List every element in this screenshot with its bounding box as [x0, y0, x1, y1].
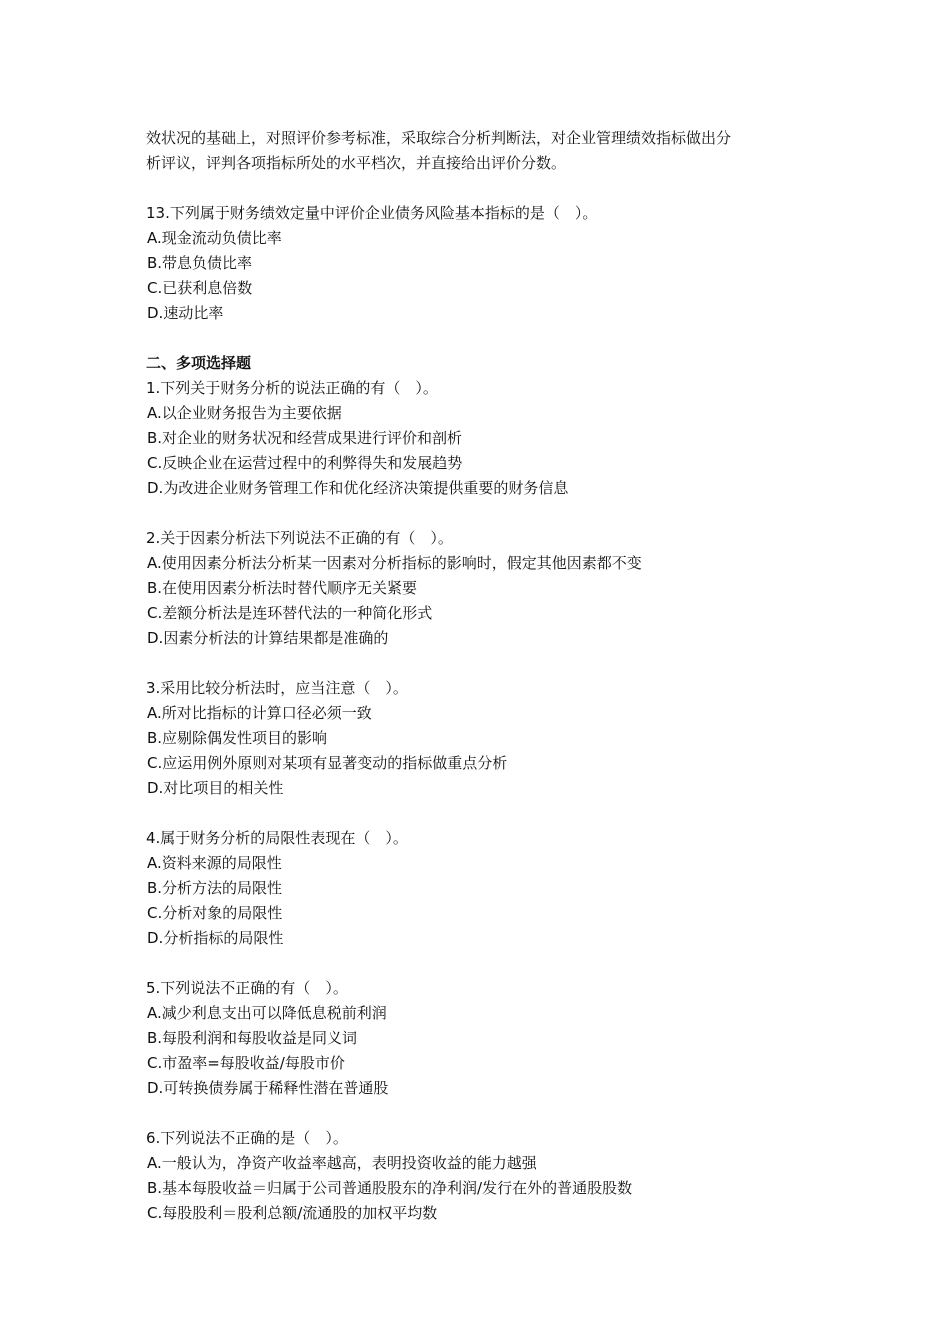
multi-question-5-option-a: A.减少利息支出可以降低息税前利润	[147, 1004, 387, 1022]
multi-question-5-option-b: B.每股利润和每股收益是同义词	[147, 1029, 358, 1047]
multi-question-2-option-c: C.差额分析法是连环替代法的一种简化形式	[147, 604, 433, 622]
multi-question-6-option-a: A.一般认为，净资产收益率越高，表明投资收益的能力越强	[147, 1154, 537, 1172]
multi-question-3-option-b: B.应剔除偶发性项目的影响	[147, 729, 328, 747]
multi-question-2-option-b: B.在使用因素分析法时替代顺序无关紧要	[147, 579, 418, 597]
question-13-option-a: A.现金流动负债比率	[147, 229, 282, 247]
question-13-option-c: C.已获利息倍数	[147, 279, 253, 297]
multi-question-5-option-c: C.市盈率=每股收益/每股市价	[147, 1054, 345, 1072]
multi-question-1-option-a: A.以企业财务报告为主要依据	[147, 404, 342, 422]
multi-question-2-stem: 2.关于因素分析法下列说法不正确的有（ ）。	[146, 529, 453, 547]
question-13-option-b: B.带息负债比率	[147, 254, 253, 272]
question-13-option-d: D.速动比率	[147, 304, 224, 322]
multi-question-6-option-b: B.基本每股收益＝归属于公司普通股股东的净利润/发行在外的普通股股数	[147, 1179, 633, 1197]
multi-question-3-stem: 3.采用比较分析法时，应当注意（ ）。	[146, 679, 408, 697]
multi-question-5-option-d: D.可转换债券属于稀释性潜在普通股	[147, 1079, 389, 1097]
multi-question-1-option-d: D.为改进企业财务管理工作和优化经济决策提供重要的财务信息	[147, 479, 569, 497]
question-13-stem: 13.下列属于财务绩效定量中评价企业债务风险基本指标的是（ ）。	[146, 204, 598, 222]
multi-question-1-option-b: B.对企业的财务状况和经营成果进行评价和剖析	[147, 429, 463, 447]
multi-question-4-stem: 4.属于财务分析的局限性表现在（ ）。	[146, 829, 408, 847]
intro-line-1: 效状况的基础上，对照评价参考标准，采取综合分析判断法，对企业管理绩效指标做出分	[146, 129, 732, 147]
multi-question-4-option-a: A.资料来源的局限性	[147, 854, 282, 872]
multi-question-1-stem: 1.下列关于财务分析的说法正确的有（ ）。	[146, 379, 438, 397]
multi-question-2-option-d: D.因素分析法的计算结果都是准确的	[147, 629, 389, 647]
multi-question-6-stem: 6.下列说法不正确的是（ ）。	[146, 1129, 348, 1147]
intro-line-2: 析评议，评判各项指标所处的水平档次，并直接给出评价分数。	[146, 154, 567, 172]
document-page	[146, 126, 826, 1226]
multi-question-6-option-c: C.每股股利＝股利总额/流通股的加权平均数	[147, 1204, 438, 1222]
multi-question-3-option-d: D.对比项目的相关性	[147, 779, 284, 797]
multi-question-2-option-a: A.使用因素分析法分析某一因素对分析指标的影响时，假定其他因素都不变	[147, 554, 642, 572]
multi-question-5-stem: 5.下列说法不正确的有（ ）。	[146, 979, 348, 997]
multi-question-3-option-a: A.所对比指标的计算口径必须一致	[147, 704, 372, 722]
multi-question-4-option-d: D.分析指标的局限性	[147, 929, 284, 947]
multi-question-4-option-b: B.分析方法的局限性	[147, 879, 283, 897]
multi-question-3-option-c: C.应运用例外原则对某项有显著变动的指标做重点分析	[147, 754, 508, 772]
multi-question-4-option-c: C.分析对象的局限性	[147, 904, 283, 922]
multi-question-1-option-c: C.反映企业在运营过程中的利弊得失和发展趋势	[147, 454, 463, 472]
section-title: 二、多项选择题	[146, 354, 252, 372]
